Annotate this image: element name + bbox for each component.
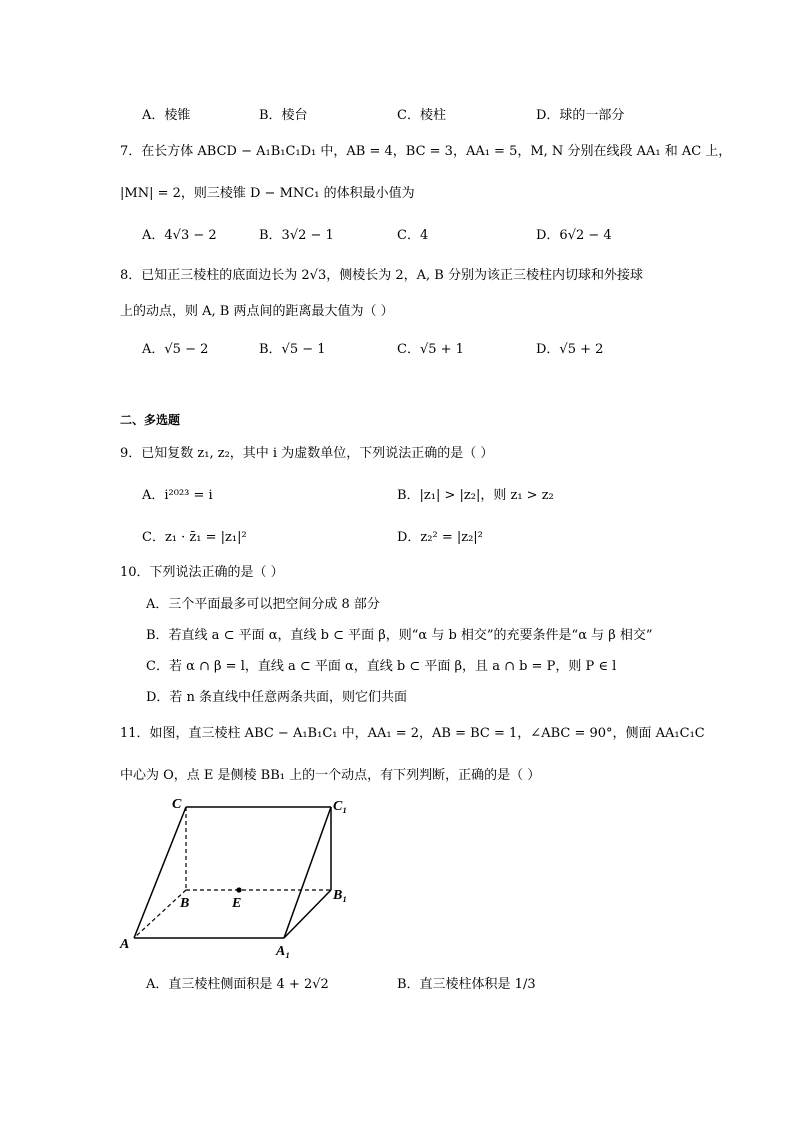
section-title: 二、多选题 [120, 413, 181, 427]
q8-stem-line1: 8．已知正三棱柱的底面边长为 2√3，侧棱长为 2，A, B 分别为该正三棱柱内切球和外接球 [120, 268, 643, 283]
label-a1: A₁ [276, 944, 291, 959]
q11-stem-line1: 11．如图，直三棱柱 ABC − A₁B₁C₁ 中，AA₁ = 2，AB = BC = 1，∠ABC = 90°，侧面 AA₁C₁C [120, 726, 705, 741]
q7-option-c: C．4 [397, 228, 429, 243]
q10-stem: 10．下列说法正确的是（ ） [120, 565, 284, 580]
q6-option-a: A．棱锥 [142, 108, 191, 123]
q7-option-d: D．6√2 − 4 [536, 228, 612, 243]
q11-option-b: B．直三棱柱体积是 1/3 [397, 977, 536, 992]
q11-stem-line2: 中心为 O，点 E 是侧棱 BB₁ 上的一个动点，有下列判断，正确的是（ ） [120, 768, 541, 783]
label-b1: B₁ [333, 888, 348, 903]
edge-c1a1 [284, 807, 331, 938]
q6-option-c: C．棱柱 [397, 108, 446, 123]
label-b: B [180, 896, 190, 911]
q8-option-c: C．√5 + 1 [397, 342, 464, 357]
q6-option-d: D．球的一部分 [536, 108, 625, 123]
q10-option-d: D．若 n 条直线中任意两条共面，则它们共面 [146, 690, 408, 705]
label-c1: C₁ [333, 799, 348, 814]
q11-option-a: A．直三棱柱侧面积是 4 + 2√2 [146, 977, 329, 992]
q8-option-b: B．√5 − 1 [259, 342, 326, 357]
edge-ab-hidden [134, 890, 186, 938]
q10-option-c: C．若 α ∩ β = l，直线 a ⊂ 平面 α，直线 b ⊂ 平面 β，且 a ∩ b = P，则 P ∈ l [146, 659, 617, 674]
label-c: C [172, 797, 182, 812]
q9-option-c: C．z₁ · z̄₁ = |z₁|² [142, 530, 247, 545]
q8-option-d: D．√5 + 2 [536, 342, 604, 357]
q6-option-b: B．棱台 [259, 108, 308, 123]
q9-option-a: A．i²⁰²³ = i [142, 488, 213, 503]
q7-option-b: B．3√2 − 1 [259, 228, 334, 243]
q7-stem-line1: 7．在长方体 ABCD − A₁B₁C₁D₁ 中，AB = 4，BC = 3，AA₁ = 5，M, N 分别在线段 AA₁ 和 AC 上， [120, 144, 732, 159]
edge-ca [134, 807, 186, 938]
q10-option-a: A．三个平面最多可以把空间分成 8 部分 [146, 597, 380, 612]
edge-a1b1 [284, 890, 331, 938]
point-e [236, 887, 241, 892]
q8-stem-line2: 上的动点，则 A, B 两点间的距离最大值为（ ） [120, 304, 394, 319]
q10-option-b: B．若直线 a ⊂ 平面 α，直线 b ⊂ 平面 β，则“α 与 b 相交”的充要条件是“α 与 β 相交” [146, 628, 653, 643]
label-a: A [120, 937, 130, 952]
q9-option-b: B．|z₁| > |z₂|，则 z₁ > z₂ [397, 488, 554, 503]
q9-option-d: D．z₂² = |z₂|² [397, 530, 483, 545]
label-e: E [232, 896, 242, 911]
q8-option-a: A．√5 − 2 [142, 342, 209, 357]
q9-stem: 9．已知复数 z₁, z₂，其中 i 为虚数单位，下列说法正确的是（ ） [120, 446, 494, 461]
prism-figure [118, 795, 378, 965]
q7-stem-line2: |MN| = 2，则三棱锥 D − MNC₁ 的体积最小值为 [120, 186, 415, 201]
q7-option-a: A．4√3 − 2 [142, 228, 217, 243]
